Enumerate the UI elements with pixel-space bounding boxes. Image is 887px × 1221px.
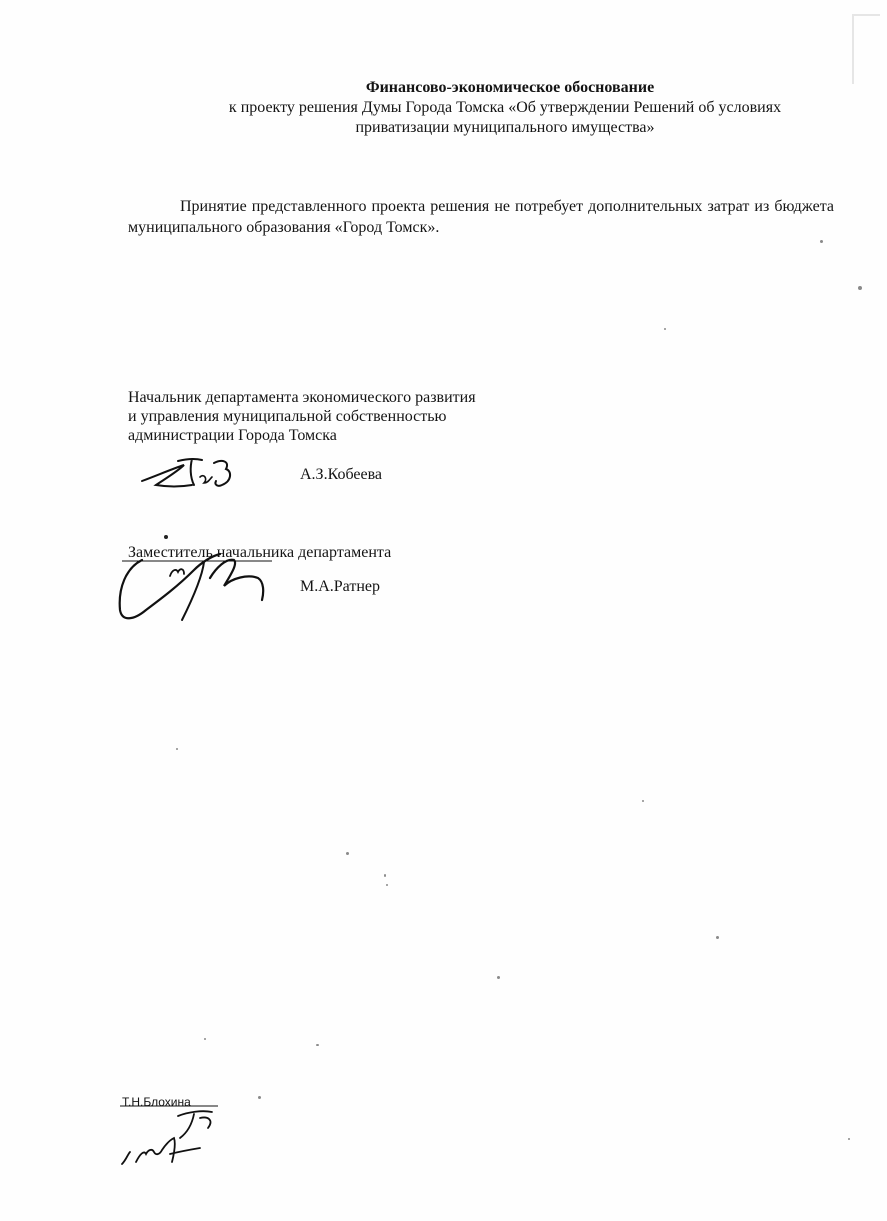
scan-speck: [204, 1038, 206, 1040]
signatory-1-position: [128, 388, 476, 445]
scan-edge-mark: [852, 14, 854, 84]
scan-speck: [316, 1044, 319, 1046]
executor-name: Т.Н.Блохина: [122, 1095, 191, 1109]
scan-speck: [664, 328, 666, 330]
scan-speck: [258, 1096, 261, 1099]
document-subtitle-line-1: к проекту решения Думы Города Томска «Об утверждении Решений об условиях: [228, 99, 782, 116]
document-heading: [190, 78, 820, 138]
document-body: Принятие представленного проекта решения не потребует дополнительных затрат из бюджета муниципального образования «Город Томск».: [128, 198, 834, 236]
document-subtitle-line-2: приватизации муниципального имущества»: [355, 119, 655, 136]
scan-edge-mark: [854, 14, 880, 16]
scan-speck: [716, 936, 719, 939]
signature-kobeeva: [138, 455, 248, 497]
signatory-2-name: М.А.Ратнер: [300, 578, 381, 595]
signatory-1-name: А.З.Кобеева: [300, 466, 383, 483]
scan-speck: [346, 852, 349, 855]
scan-speck: [176, 748, 178, 750]
signature-ratner: [112, 548, 282, 626]
signature-executor: [116, 1104, 226, 1172]
scan-speck: [386, 884, 388, 886]
scan-speck: [848, 1138, 850, 1140]
scan-speck: [164, 535, 168, 539]
scan-speck: [642, 800, 644, 802]
position-line: Начальник департамента экономического развития: [128, 389, 476, 406]
position-line: администрации Города Томска: [128, 427, 337, 444]
position-line: Заместитель начальника департамента: [128, 544, 392, 561]
scan-speck: [820, 240, 823, 243]
scan-speck: [384, 874, 386, 877]
scan-speck: [497, 976, 500, 979]
scan-speck: [858, 286, 862, 290]
position-line: и управления муниципальной собственностью: [128, 408, 447, 425]
document-title: Финансово-экономическое обоснование: [365, 79, 655, 96]
